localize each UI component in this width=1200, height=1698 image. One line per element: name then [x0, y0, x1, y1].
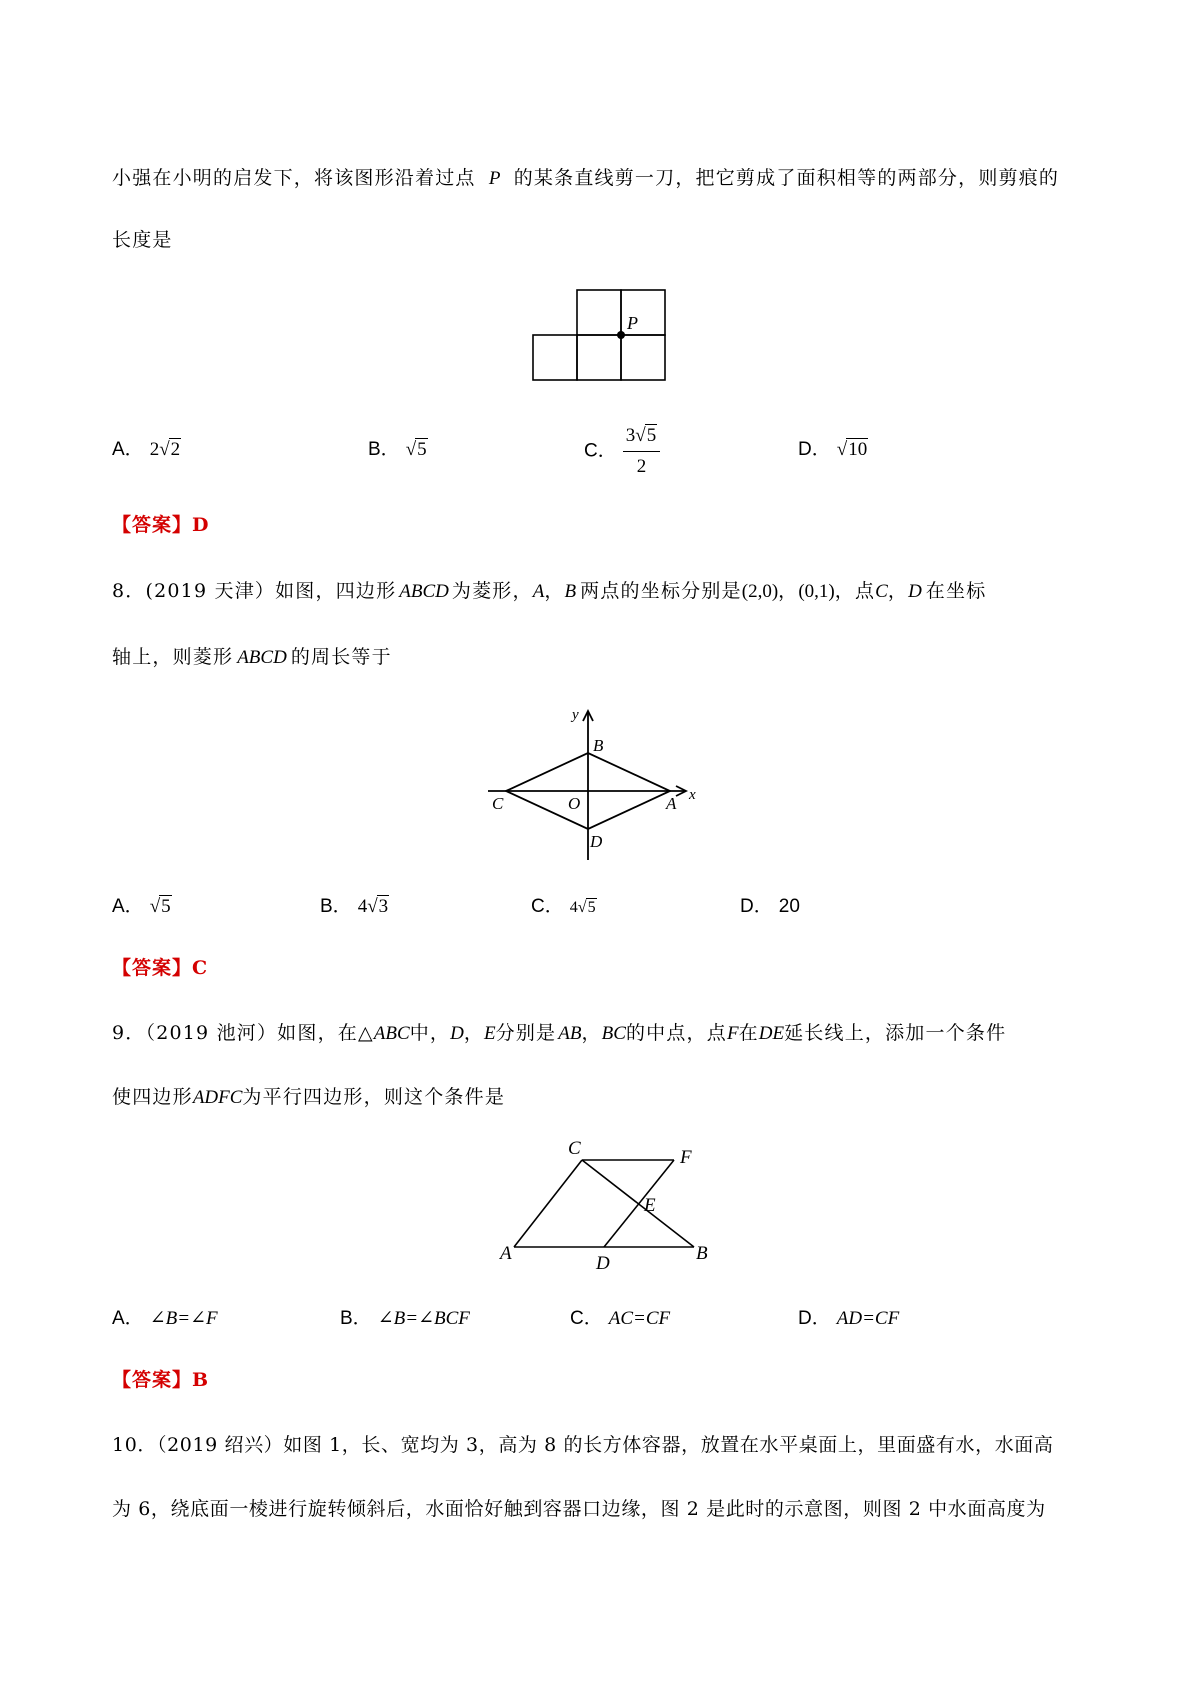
q7-option-b[interactable]: B． √5 — [368, 439, 427, 460]
figure-label-p: P — [627, 313, 638, 333]
q8-option-d[interactable]: D． 20 — [740, 896, 800, 917]
vertex-b-label: B — [593, 736, 604, 755]
q10-text-line1: 10．（2019 绍兴）如图 1，长、宽均为 3，高为 8 的长方体容器，放置在水平桌面上，里面盛有水，水面高 — [112, 1434, 1054, 1456]
q8-text-line2: 轴上，则菱形 ABCD 的周长等于 — [112, 646, 392, 668]
q9-option-a[interactable]: A． ∠B=∠F — [112, 1308, 218, 1329]
axis-x-label: x — [689, 787, 696, 803]
q8-text-line1: 8．(2019 天津）如图，四边形 ABCD 为菱形，A，B 两点的坐标分别是(2,0)，(0,1)，点C，D 在坐标 — [112, 580, 987, 602]
point-e-label: E — [644, 1195, 656, 1216]
q9-answer: 【答案】B — [112, 1369, 210, 1391]
point-a-label: A — [500, 1243, 512, 1264]
origin-o-label: O — [568, 794, 581, 813]
point-c-label: C — [568, 1138, 581, 1159]
point-f-label: F — [680, 1147, 692, 1168]
vertex-c-label: C — [492, 794, 504, 813]
q7-option-a[interactable]: A． 2√2 — [112, 439, 181, 460]
q8-answer: 【答案】C — [112, 957, 209, 979]
q7-grid-figure — [530, 285, 690, 385]
vertex-d-label: D — [590, 832, 603, 851]
q10-text-line2: 为 6，绕底面一棱进行旋转倾斜后，水面恰好触到容器口边缘，图 2 是此时的示意图，则图 2 中水面高度为 — [112, 1498, 1046, 1520]
point-d-label: D — [596, 1253, 610, 1272]
vertex-a-label: A — [666, 794, 677, 813]
q9-option-b[interactable]: B． ∠B=∠BCF — [340, 1308, 470, 1329]
q7-option-c[interactable]: C． $\frac{3√5}{2}$ — [584, 423, 660, 480]
q8-option-b[interactable]: B． 4√3 — [320, 896, 389, 917]
q9-text-line1: 9．（2019 池河）如图，在△ABC中，D，E分别是 AB，BC的中点，点F在DE延长线上，添加一个条件 — [112, 1022, 1007, 1044]
q9-option-c[interactable]: C． AC=CF — [570, 1308, 671, 1329]
q7-text-line2: 长度是 — [112, 229, 173, 251]
q9-option-d[interactable]: D． AD=CF — [798, 1308, 900, 1329]
point-p-dot — [617, 331, 625, 339]
q9-parallelogram-figure — [496, 1137, 726, 1272]
q7-answer: 【答案】D — [112, 514, 210, 536]
q7-option-d[interactable]: D． √10 — [798, 439, 868, 460]
q7-text-line1: 小强在小明的启发下，将该图形沿着过点 P 的某条直线剪一刀，把它剪成了面积相等的两部分，则剪痕的 — [112, 167, 1060, 189]
q8-rhombus-figure — [486, 705, 706, 865]
point-b-label: B — [696, 1243, 708, 1264]
q8-option-a[interactable]: A． √5 — [112, 896, 171, 917]
q8-option-c[interactable]: C． 4√5 — [531, 896, 596, 917]
q9-text-line2: 使四边形ADFC为平行四边形，则这个条件是 — [112, 1086, 506, 1108]
point-p-label: P — [488, 168, 501, 189]
axis-y-label: y — [572, 707, 579, 723]
